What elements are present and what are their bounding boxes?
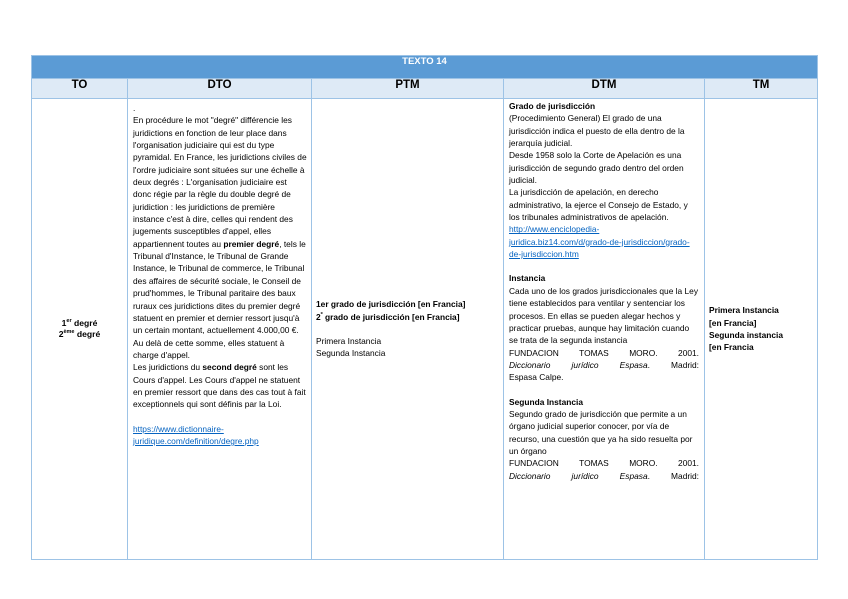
dtm-citation: FUNDACION TOMAS MORO. 2001. bbox=[509, 347, 699, 358]
header-dtm: DTM bbox=[504, 79, 705, 99]
dtm-paragraph: Desde 1958 solo la Corte de Apelación es una jurisdicción de segundo grado dentro del orden judicial. bbox=[509, 150, 684, 186]
dtm-section-title: Grado de jurisdicción bbox=[509, 101, 596, 111]
ptm-line-2: $2^º$ grado de jurisdicción [en Francia] bbox=[316, 311, 460, 322]
table-title-row bbox=[32, 56, 818, 79]
ptm-line-1: 1er grado de jurisdicción [en Francia] bbox=[316, 299, 466, 310]
dtm-section-title: Instancia bbox=[509, 273, 546, 284]
dtm-paragraph: Cada uno de los grados jurisdiccionales que la Ley tiene establecidos para ventilar y sentenciar los procesos. En ellas se pueden alegar hechos y practicar pruebas, aunque hay limitación cuando se trata de la segunda instancia bbox=[509, 285, 699, 346]
to-term-first-degree: 1er degré bbox=[61, 318, 98, 328]
table-header-row bbox=[32, 79, 818, 99]
to-term-second-degree: 2ème degré bbox=[58, 329, 101, 339]
ptm-line-3: Primera Instancia bbox=[316, 336, 382, 346]
ptm-line-4: Segunda Instancia bbox=[316, 348, 386, 359]
tm-line: Segunda instancia bbox=[709, 330, 783, 340]
dto-paragraph-2: Les juridictions du second degré sont les Cours d'appel. Les Cours d'appel ne statuent en premier ressort que dans des cas tout à fait exceptionnels qui sont définis par la Loi. bbox=[133, 362, 306, 410]
dtm-cell bbox=[504, 99, 705, 560]
dtm-citation: Diccionario jurídico Espasa. Madrid: bbox=[509, 359, 699, 370]
dtm-citation: FUNDACION TOMAS MORO. 2001. bbox=[509, 458, 699, 469]
to-cell bbox=[32, 99, 128, 560]
dto-source-link[interactable]: https://www.dictionnaire-juridique.com/definition/degre.php bbox=[133, 423, 259, 446]
tm-line: [en Francia] bbox=[709, 317, 757, 328]
dtm-source-link[interactable]: http://www.enciclopedia-juridica.biz14.com/d/grado-de-jurisdiccion/grado-de-jurisdiccion.htm bbox=[509, 224, 690, 260]
table-title: TEXTO 14 bbox=[32, 56, 818, 79]
dtm-paragraph: (Procedimiento General) El grado de una jurisdicción indica el puesto de ella dentro de la jerarquía judicial. bbox=[509, 113, 685, 149]
dtm-paragraph: Segundo grado de jurisdicción que permite a un órgano judicial superior conocer, por vía de recurso, una cuestión que ya ha sido resuelta por un órgano bbox=[509, 408, 693, 456]
ptm-cell bbox=[312, 99, 504, 560]
header-to: TO bbox=[32, 79, 128, 99]
translation-table bbox=[31, 55, 818, 560]
header-dto: DTO bbox=[128, 79, 312, 99]
dto-paragraph-1: En procédure le mot "degré" différencie les juridictions en fonction de leur place dans l'organisation judiciaire qui est du type pyramidal. En France, les juridictions civiles de l'ordre judiciaire sont situées sur une échelle à deux degrés : L'organisation judiciaire est donc régie par la règle du double degré de juridiction : les juridictions de première instance c'est à dire, celles qui rendent des jugements susceptibles d'appel, elles appartiennent toutes au premier degré, tels le Tribunal d'Instance, le Tribunal de Grande Instance, le Tribunal de commerce, le Tribunal des affaires de sécurité sociale, le Conseil de prud'hommes, le Tribunal paritaire des baux ruraux ces juridictions dites du premier degré statuent en premier et dernier ressort jusqu'à un certain montant, actuellement 4.000,00 €. Au delà de cette somme, elles statuent à charge d'appel. bbox=[133, 115, 307, 360]
dtm-citation: Espasa Calpe. bbox=[509, 372, 564, 383]
tm-line: Primera Instancia bbox=[709, 305, 779, 316]
table-row bbox=[32, 99, 818, 560]
tm-cell bbox=[705, 99, 818, 560]
dto-cell bbox=[128, 99, 312, 560]
header-tm: TM bbox=[705, 79, 818, 99]
dtm-citation: Diccionario jurídico Espasa. Madrid: bbox=[509, 470, 699, 481]
header-ptm: PTM bbox=[312, 79, 504, 99]
dto-dot: . bbox=[133, 103, 136, 113]
dtm-section-title: Segunda Instancia bbox=[509, 396, 583, 407]
dtm-paragraph: La jurisdicción de apelación, en derecho administrativo, la ejerce el Consejo de Estado, y los tribunales administrativos de apelación. bbox=[509, 187, 688, 223]
tm-line: [en Francia bbox=[709, 342, 754, 353]
